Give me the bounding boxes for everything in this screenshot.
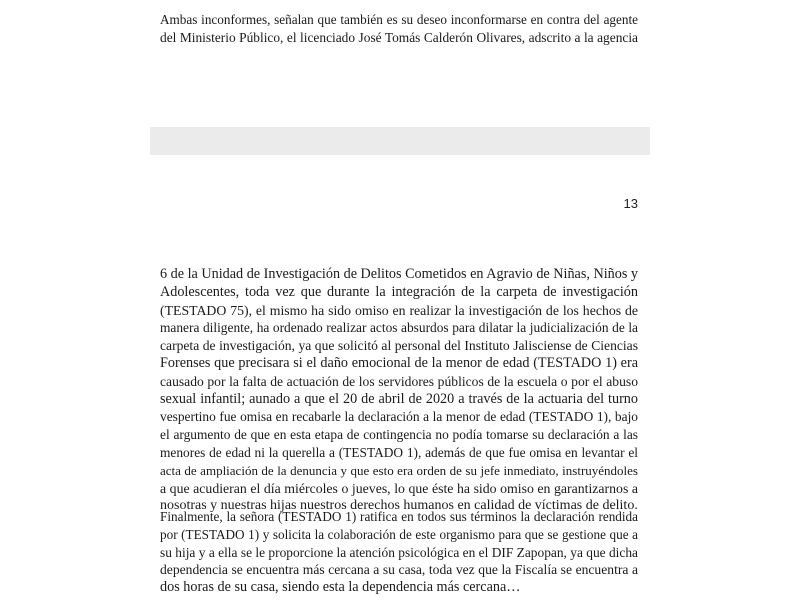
text-line: vespertino fue omisa en recabarle la declaración a la menor de edad (TESTADO 1), bajo [160, 409, 638, 425]
text-line: dos horas de su casa, siendo esta la dependencia más cercana… [160, 579, 521, 596]
text-line: Ambas inconformes, señalan que también es su deseo inconformarse en contra del agente [160, 12, 638, 27]
text-line: Adolescentes, toda vez que durante la integración de la carpeta de investigación [160, 283, 638, 300]
text-line: dependencia se encuentra más cercana a su casa, toda vez que la Fiscalía se encuentra a [160, 562, 638, 578]
text-line: del Ministerio Público, el licenciado José Tomás Calderón Olivares, adscrito a la agencia [160, 29, 638, 45]
text-line: acta de ampliación de la denuncia y que esto era orden de su jefe inmediato, instruyéndoles [160, 462, 638, 478]
top-paragraph [160, 11, 638, 47]
text-line: su hija y a ella se le proporcione la atención psicológica en el DIF Zapopan, ya que dicha [160, 544, 638, 560]
text-line: manera diligente, ha ordenado realizar actos absurdos para dilatar la judicialización de la [160, 320, 638, 336]
text-line: (TESTADO 75), el mismo ha sido omiso en realizar la investigación de los hechos de [160, 302, 638, 318]
text-line: el argumento de que en esta etapa de contingencia no podía tomarse su declaración a las [160, 427, 638, 443]
page-break-gap [150, 127, 650, 155]
text-line: sexual infantil; aunado a que el 20 de abril de 2020 a través de la actuaria del turno [160, 390, 638, 407]
text-line: 6 de la Unidad de Investigación de Delitos Cometidos en Agravio de Niñas, Niños y [160, 266, 638, 282]
text-line: carpeta de investigación, ya que solicitó al personal del Instituto Jalisciense de Ciencias [160, 338, 638, 354]
text-line: por (TESTADO 1) y solicita la colaboración de este organismo para que se gestione que a [160, 526, 638, 542]
text-line: causado por la falta de actuación de los servidores públicos de la escuela o por el abuso [160, 373, 638, 389]
main-paragraph [160, 266, 638, 515]
page-number: 13 [623, 196, 638, 211]
text-line: nosotras y nuestras hijas nuestros derechos humanos en calidad de víctimas de delito. [160, 498, 638, 514]
text-line: Forenses que precisara si el daño emocional de la menor de edad (TESTADO 1) era [160, 354, 638, 371]
text-line: Finalmente, la señora (TESTADO 1) ratifica en todos sus términos la declaración rendida [160, 509, 638, 524]
text-line: a que acudieran el día miércoles o jueves, lo que éste ha sido omiso en garantizarnos a [160, 480, 638, 496]
text-line: menores de edad ni la querella a (TESTADO 1), además de que fue omisa en levantar el [160, 444, 638, 460]
final-paragraph [160, 508, 638, 597]
